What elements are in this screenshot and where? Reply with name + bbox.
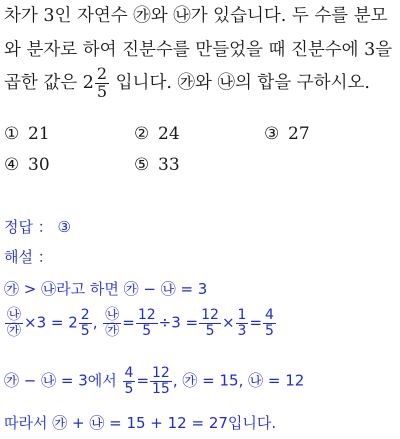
fraction [236, 308, 249, 338]
fraction-denominator: 3 [237, 322, 247, 339]
solution-line-2 [4, 308, 277, 338]
option-3[interactable] [264, 124, 310, 144]
fraction-denominator: 5 [124, 380, 134, 397]
option-3-value: 27 [288, 124, 310, 144]
question-line-1: 차가 3인 자연수 ㉮와 ㉯가 있습니다. 두 수를 분모 [4, 6, 388, 26]
solution-text: = [136, 371, 150, 390]
fraction [123, 366, 136, 396]
fraction [150, 366, 172, 396]
solution-text: ÷3 = [158, 313, 199, 332]
fraction-denominator: 5 [80, 322, 90, 339]
option-1[interactable] [4, 124, 50, 144]
fraction-denominator: ㉮ [105, 322, 120, 339]
option-5[interactable] [134, 155, 180, 175]
solution-line-3 [4, 366, 304, 396]
fraction-numerator: 2 [80, 307, 90, 323]
fraction-numerator: ㉯ [7, 307, 21, 323]
mixed-fraction [79, 308, 92, 338]
option-4[interactable] [4, 155, 50, 175]
explanation-label: 해설 ： [4, 248, 53, 266]
option-3-mark: ③ [264, 124, 280, 144]
fraction-numerator: ㉯ [105, 307, 120, 323]
ratio-fraction [5, 308, 23, 338]
fraction [263, 308, 276, 338]
option-1-mark: ① [4, 124, 20, 144]
fraction-numerator: 12 [152, 365, 170, 381]
fraction-denominator: 5 [205, 322, 215, 339]
solution-text: = [122, 313, 135, 332]
question-line-3-end: 입니다. ㉮와 ㉯의 합을 구하시오. [110, 72, 370, 93]
fraction-numerator: 12 [137, 307, 156, 323]
solution-text: , [92, 313, 98, 332]
option-4-mark: ④ [4, 155, 20, 175]
mixed-fraction [95, 66, 109, 101]
solution-text: , ㉮ = 15, ㉯ = 12 [172, 371, 305, 390]
solution-line-4: 따라서 ㉮ + ㉯ = 15 + 12 = 27입니다. [4, 414, 277, 432]
ratio-fraction [103, 308, 121, 338]
solution-text: × [221, 313, 235, 332]
option-5-mark: ⑤ [134, 155, 150, 175]
option-5-value: 33 [158, 155, 180, 175]
option-4-value: 30 [28, 155, 50, 175]
fraction-denominator: 5 [142, 322, 152, 339]
fraction-numerator: 12 [201, 307, 219, 323]
fraction-numerator: 4 [124, 365, 134, 381]
option-2[interactable] [134, 124, 180, 144]
fraction-numerator: 4 [265, 307, 274, 323]
solution-text: = [249, 313, 263, 332]
question-line-2: 와 분자로 하여 진분수를 만들었을 때 진분수에 3을 [4, 40, 393, 60]
option-2-mark: ② [134, 124, 150, 144]
question-line-3 [4, 66, 370, 101]
fraction-denominator: 15 [152, 380, 170, 397]
option-1-value: 21 [28, 124, 50, 144]
fraction-numerator: 1 [237, 307, 247, 323]
question-line-3-start: 곱한 값은 2 [4, 72, 94, 93]
fraction-denominator: 5 [265, 322, 274, 339]
answer-label: 정답 ： ③ [4, 218, 71, 236]
solution-text: ×3 = 2 [24, 313, 78, 332]
solution-text: ㉮ − ㉯ = 3에서 [4, 371, 117, 390]
fraction-denominator: 5 [96, 81, 108, 101]
fraction [136, 308, 158, 338]
fraction-numerator: 2 [96, 64, 108, 83]
solution-line-1: ㉮ > ㉯라고 하면 ㉮ − ㉯ = 3 [4, 280, 208, 298]
fraction [199, 308, 221, 338]
fraction-denominator: ㉮ [7, 322, 21, 339]
option-2-value: 24 [158, 124, 180, 144]
